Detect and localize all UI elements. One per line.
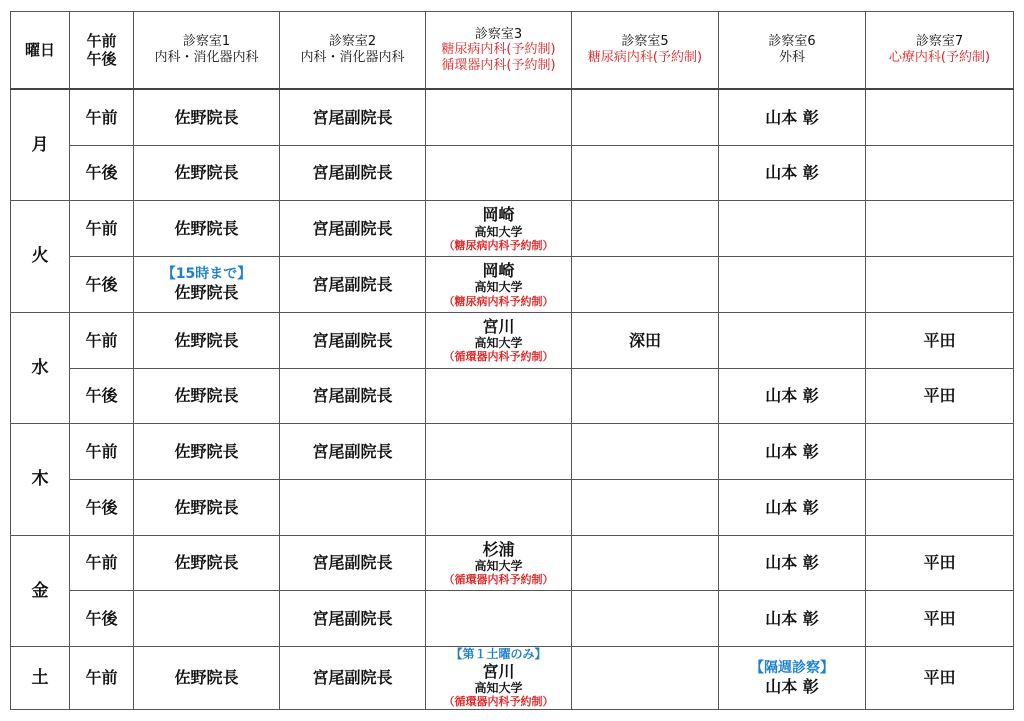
doctor-name: 宮尾副院長: [312, 553, 393, 573]
schedule-cell: [280, 145, 426, 201]
schedule-row: [11, 89, 1014, 145]
half-column-header: 午前 午後: [70, 12, 134, 90]
schedule-cell: [572, 145, 719, 201]
schedule-cell: [134, 647, 280, 710]
schedule-row: [11, 479, 1014, 535]
doctor-name: 山本 彰: [765, 497, 819, 517]
schedule-cell: [719, 257, 866, 313]
schedule-cell: [866, 257, 1014, 313]
doctor-name: 佐野院長: [174, 330, 239, 350]
department-label: 内科・消化器内科: [154, 50, 259, 65]
doctor-name: 杉浦: [482, 539, 515, 559]
schedule-cell: [719, 312, 866, 368]
doctor-name: 山本 彰: [765, 609, 819, 629]
schedule-cell: [866, 145, 1014, 201]
affiliation: 高知大学: [474, 558, 523, 573]
department-label: 糖尿病内科(予約制): [587, 50, 703, 65]
room-header-2: [280, 12, 426, 90]
room-name: 診察室3: [474, 26, 523, 42]
schedule-cell: [719, 591, 866, 647]
schedule-cell: [719, 145, 866, 201]
doctor-name: 宮尾副院長: [312, 441, 393, 461]
doctor-name: 平田: [923, 330, 956, 350]
schedule-cell: [426, 89, 572, 145]
affiliation: 高知大学: [474, 681, 523, 696]
doctor-name: 佐野院長: [174, 441, 239, 461]
schedule-cell: [426, 591, 572, 647]
doctor-name: 佐野院長: [174, 553, 239, 573]
schedule-cell: [134, 145, 280, 201]
doctor-name: 宮尾副院長: [312, 330, 393, 350]
doctor-name: 佐野院長: [174, 107, 239, 127]
room-name: 診察室5: [621, 34, 669, 50]
schedule-cell: [866, 368, 1014, 424]
doctor-name: 山本 彰: [765, 441, 819, 461]
half-day-label: 午後: [70, 257, 134, 313]
schedule-cell: [280, 479, 426, 535]
half-day-label: 午前: [70, 89, 134, 145]
room-header-5: [572, 12, 719, 90]
schedule-cell: [426, 201, 572, 257]
schedule-cell: [866, 479, 1014, 535]
doctor-name: 岡崎: [482, 205, 515, 225]
schedule-cell: [280, 257, 426, 313]
schedule-cell: [134, 424, 280, 480]
department-label: 外科: [778, 50, 805, 65]
doctor-name: 宮尾副院長: [312, 668, 393, 688]
schedule-cell: [426, 257, 572, 313]
schedule-cell: [134, 591, 280, 647]
doctor-name: 山本 彰: [765, 553, 819, 573]
schedule-cell: [280, 89, 426, 145]
doctor-name: 宮尾副院長: [312, 386, 393, 406]
room-header-7: [866, 12, 1014, 90]
schedule-cell: [426, 145, 572, 201]
room-header-3: [426, 12, 572, 90]
schedule-cell: [134, 257, 280, 313]
schedule-cell: [134, 479, 280, 535]
day-label: 木: [11, 424, 70, 535]
schedule-row: [11, 257, 1014, 313]
schedule-cell: [280, 368, 426, 424]
day-label: 金: [11, 535, 70, 646]
schedule-cell: [134, 535, 280, 591]
doctor-name: 平田: [923, 386, 956, 406]
room-header-6: [719, 12, 866, 90]
schedule-cell: [719, 201, 866, 257]
doctor-name: 佐野院長: [174, 163, 239, 183]
schedule-cell: [134, 312, 280, 368]
schedule-cell: [280, 591, 426, 647]
schedule-cell: [280, 535, 426, 591]
doctor-name: 宮尾副院長: [312, 274, 393, 294]
doctor-name: 佐野院長: [174, 219, 239, 239]
schedule-cell: [572, 479, 719, 535]
schedule-cell: [280, 647, 426, 710]
half-day-label: 午後: [70, 368, 134, 424]
doctor-name: 平田: [923, 553, 956, 573]
schedule-cell: [719, 535, 866, 591]
schedule-cell: [426, 312, 572, 368]
header-row: [11, 12, 1014, 90]
doctor-name: 平田: [923, 668, 956, 688]
schedule-cell: [572, 257, 719, 313]
day-label: 月: [11, 89, 70, 201]
doctor-name: 岡崎: [482, 261, 515, 281]
department-note: （糖尿病内科予約制）: [443, 294, 554, 308]
schedule-cell: [866, 312, 1014, 368]
room-name: 診察室1: [182, 34, 231, 50]
schedule-cell: [134, 368, 280, 424]
half-day-label: 午前: [70, 201, 134, 257]
schedule-cell: [866, 647, 1014, 710]
department-note: （循環器内科予約制）: [443, 573, 554, 587]
schedule-row: [11, 368, 1014, 424]
doctor-name: 宮尾副院長: [312, 163, 393, 183]
time-note: 【第１土曜のみ】: [450, 647, 547, 662]
doctor-name: 宮尾副院長: [312, 107, 393, 127]
doctor-name: 山本 彰: [765, 107, 819, 127]
schedule-cell: [572, 647, 719, 710]
doctor-name: 佐野院長: [174, 497, 239, 517]
schedule-cell: [280, 201, 426, 257]
half-day-label: 午前: [70, 535, 134, 591]
room-header-1: [134, 12, 280, 90]
doctor-name: 深田: [628, 330, 661, 350]
schedule-cell: [719, 89, 866, 145]
schedule-cell: [426, 535, 572, 591]
schedule-cell: [134, 201, 280, 257]
schedule-cell: [572, 312, 719, 368]
schedule-cell: [866, 424, 1014, 480]
room-name: 診察室2: [328, 34, 377, 50]
schedule-cell: [866, 89, 1014, 145]
half-day-label: 午前: [70, 312, 134, 368]
schedule-cell: [572, 89, 719, 145]
doctor-name: 宮川: [482, 661, 515, 681]
schedule-body: [11, 89, 1014, 710]
room-name: 診察室7: [915, 34, 964, 50]
doctor-name: 山本 彰: [765, 163, 819, 183]
department-note: （糖尿病内科予約制）: [443, 238, 554, 252]
doctor-name: 佐野院長: [174, 283, 239, 303]
doctor-name: 宮尾副院長: [312, 219, 393, 239]
doctor-name: 宮川: [482, 316, 515, 336]
room-name: 診察室6: [768, 34, 816, 50]
affiliation: 高知大学: [474, 280, 523, 295]
schedule-cell: [426, 368, 572, 424]
half-day-label: 午後: [70, 591, 134, 647]
department-note: （循環器内科予約制）: [443, 695, 554, 709]
schedule-cell: [426, 647, 572, 710]
schedule-cell: [280, 424, 426, 480]
schedule-cell: [426, 424, 572, 480]
schedule-cell: [572, 201, 719, 257]
half-day-label: 午前: [70, 424, 134, 480]
half-day-label: 午後: [70, 479, 134, 535]
doctor-name: 宮尾副院長: [312, 609, 393, 629]
schedule-row: [11, 201, 1014, 257]
half-day-label: 午後: [70, 145, 134, 201]
schedule-cell: [719, 424, 866, 480]
doctor-name: 佐野院長: [174, 386, 239, 406]
time-note: 【15時まで】: [161, 266, 252, 283]
schedule-row: [11, 424, 1014, 480]
schedule-cell: [866, 591, 1014, 647]
schedule-row: [11, 591, 1014, 647]
department-label: 心療内科(予約制): [888, 50, 991, 65]
schedule-cell: [134, 89, 280, 145]
schedule-cell: [572, 424, 719, 480]
department-label: 循環器内科(予約制): [441, 57, 556, 73]
schedule-row: [11, 647, 1014, 710]
department-note: （循環器内科予約制）: [443, 350, 554, 364]
schedule-cell: [719, 368, 866, 424]
day-label: 水: [11, 312, 70, 423]
schedule-cell: [426, 479, 572, 535]
time-note: 【隔週診察】: [750, 660, 834, 677]
schedule-row: [11, 535, 1014, 591]
doctor-name: 山本 彰: [765, 386, 819, 406]
day-label: 土: [11, 647, 70, 710]
schedule-cell: [719, 479, 866, 535]
schedule-row: [11, 312, 1014, 368]
doctor-name: 平田: [923, 609, 956, 629]
schedule-cell: [280, 312, 426, 368]
doctor-name: 山本 彰: [765, 676, 819, 696]
schedule-cell: [719, 647, 866, 710]
schedule-cell: [572, 368, 719, 424]
affiliation: 高知大学: [474, 335, 523, 350]
doctor-name: 佐野院長: [174, 668, 239, 688]
schedule-row: [11, 145, 1014, 201]
schedule-cell: [572, 591, 719, 647]
schedule-cell: [866, 201, 1014, 257]
half-day-label: 午前: [70, 647, 134, 710]
day-label: 火: [11, 201, 70, 312]
schedule-cell: [572, 535, 719, 591]
department-label: 糖尿病内科(予約制): [441, 42, 556, 58]
day-column-header: 曜日: [11, 12, 70, 90]
schedule-cell: [866, 535, 1014, 591]
affiliation: 高知大学: [474, 224, 523, 239]
clinic-schedule-table: [10, 11, 1014, 710]
department-label: 内科・消化器内科: [300, 50, 405, 65]
